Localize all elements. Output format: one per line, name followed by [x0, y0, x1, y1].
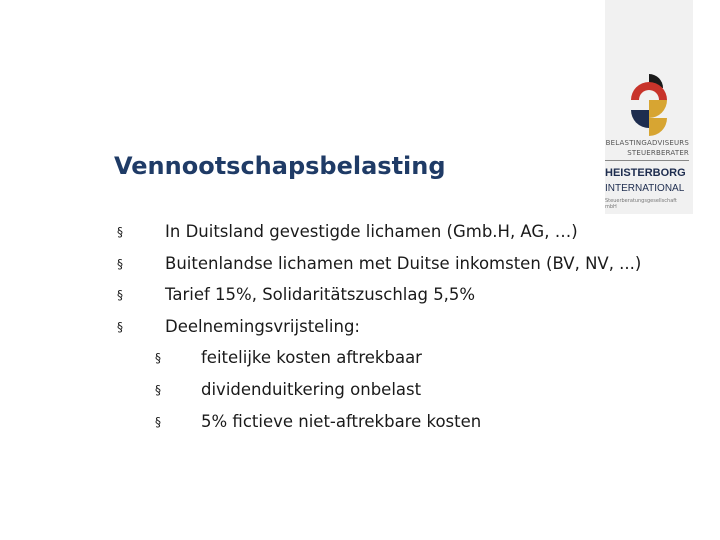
bullet-marker: §	[117, 288, 123, 303]
logo-line-advisors: BELASTINGADVISEURS	[605, 139, 689, 147]
list-item: Tarief 15%, Solidaritätszuschlag 5,5%	[165, 285, 476, 305]
list-item: feitelijke kosten aftrekbaar	[201, 348, 422, 368]
logo-line-steuerberater: STEUERBERATER	[627, 149, 689, 157]
logo-divider	[605, 160, 689, 161]
company-logo	[605, 0, 693, 214]
bullet-marker: §	[117, 225, 123, 239]
list-item: In Duitsland gevestigde lichamen (Gmb.H, AG, …)	[165, 222, 578, 241]
bullet-marker: §	[117, 319, 123, 334]
list-item: 5% fictieve niet-aftrekbare kosten	[201, 411, 482, 431]
list-item: dividenduitkering onbelast	[201, 380, 422, 399]
logo-tagline: Steuerberatungsgesellschaft mbH	[605, 198, 677, 210]
bullet-marker: §	[155, 383, 161, 397]
bullet-marker: §	[155, 414, 161, 429]
bullet-marker: §	[155, 351, 161, 366]
slide-title: Vennootschapsbelasting	[114, 152, 446, 180]
list-item: Buitenlandse lichamen met Duitse inkomsten (BV, NV, ...)	[165, 253, 642, 273]
bullet-marker: §	[117, 256, 123, 271]
logo-brand-international: INTERNATIONAL	[605, 183, 685, 194]
list-item: Deelnemingsvrijsteling:	[165, 316, 360, 336]
logo-brand-heisterborg: HEISTERBORG	[605, 167, 686, 179]
logo-emblem-icon	[621, 70, 677, 140]
